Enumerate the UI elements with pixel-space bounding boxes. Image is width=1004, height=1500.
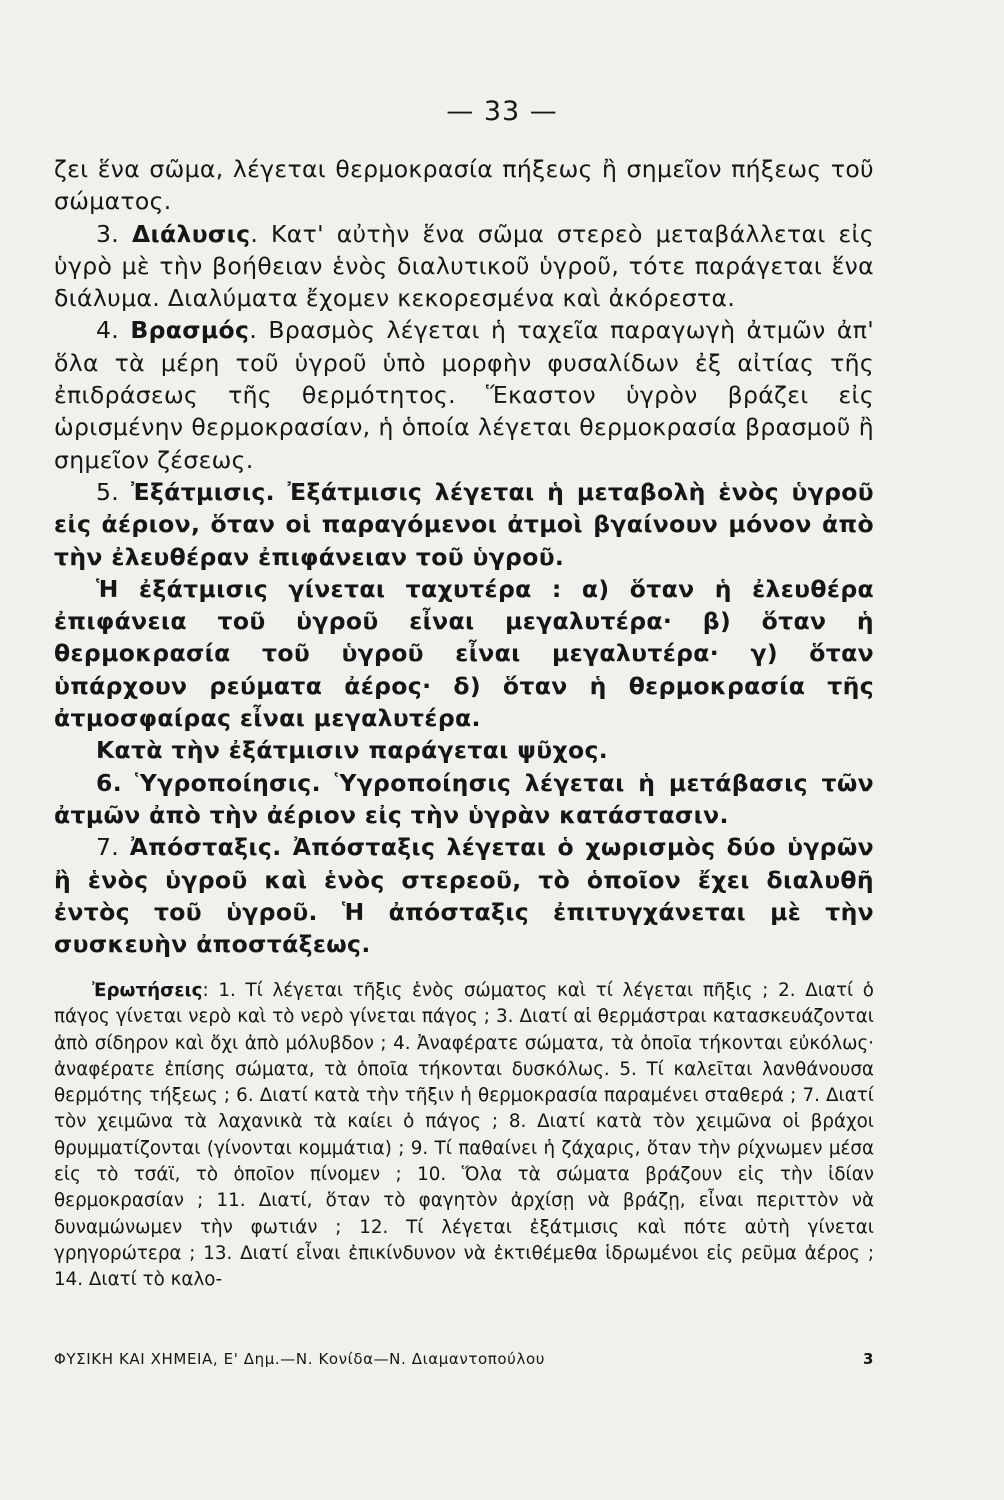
footer-signature: 3 (862, 1350, 874, 1368)
page-footer (54, 1350, 874, 1368)
section-heading-evaporation: Ἐξάτμισις (131, 477, 266, 506)
section-3-paragraph (54, 218, 874, 315)
section-7-paragraph (54, 831, 874, 960)
section-text: . Ὑγροποίησις λέγεται ἡ μετάβασις τῶν ἀτμῶν ἀπὸ τὴν ἀέριον εἰς τὴν ὑγρὰν κατάστασιν. (54, 768, 874, 829)
section-heading-boiling: Βρασμός (130, 316, 250, 345)
evaporation-conditions-paragraph: Ἡ ἐξάτμισις γίνεται ταχυτέρα : α) ὅταν ἡ ἐλευθέρα ἐπιφάνεια τοῦ ὑγροῦ εἶναι μεγαλυτέρα· β) ὅταν ἡ θερμοκρασία τοῦ ὑγροῦ εἶναι μεγαλυτέρα· γ) ὅταν ὑπάρχουν ρεύματα ἀέρος· δ) ὅταν ἡ θερμοκρασία τῆς ἀτμοσφαίρας εἶναι μεγαλυτέρα. (54, 574, 874, 733)
section-5-paragraph (54, 476, 874, 573)
section-heading-distillation: Ἀπόσταξις (129, 833, 273, 862)
section-text: . Κατ' αὐτὴν ἕνα σῶμα στερεὸ μεταβάλλεται εἰς ὑγρὸ μὲ τὴν βοήθειαν ἑνὸς διαλυτικοῦ ὑγροῦ, τότε παράγεται ἕνα διάλυμα. Διαλύματα ἔχομεν κεκορεσμένα καὶ ἀκόρεστα. (54, 219, 874, 313)
section-heading-condensation: Ὑγροποίησις (134, 768, 312, 797)
questions-paragraph (54, 978, 874, 1294)
cold-paragraph: Κατὰ τὴν ἐξάτμισιν παράγεται ψῦχος. (96, 736, 609, 765)
section-text: . Ἐξάτμισις λέγεται ἡ μεταβολὴ ἑνὸς ὑγροῦ εἰς ἀέριον, ὅταν οἱ παραγόμενοι ἀτμοὶ βγαίνουν μόνον ἀπὸ τὴν ἐλευθέραν ἐπιφάνειαν τοῦ ὑγροῦ. (54, 477, 874, 571)
page-number: — 33 — (446, 96, 558, 127)
questions-label: Ἐρωτήσεις (92, 980, 203, 1001)
section-heading-dialysis: Διάλυσις (131, 219, 251, 248)
intro-paragraph: ζει ἕνα σῶμα, λέγεται θερμοκρασία πήξεως ἢ σημεῖον πήξεως τοῦ σώματος. (54, 155, 874, 216)
questions-text: : 1. Τί λέγεται τῆξις ἑνὸς σώματος καὶ τί λέγεται πῆξις ; 2. Διατί ὁ πάγος γίνεται νερὸ καὶ τὸ νερὸ γίνεται πάγος ; 3. Διατί αἱ θερμάστραι κατασκευάζονται ἀπὸ σίδηρον καὶ ὄχι ἀπὸ μόλυβδον ; 4. Ἀναφέρατε σώματα, τὰ ὁποῖα τήκονται εὐκόλως· ἀναφέρατε ἐπίσης σώματα, τὰ ὁποῖα τήκονται δυσκόλως. 5. Τί καλεῖται λανθάνουσα θερμότης τήξεως ; 6. Διατί κατὰ τὴν τῆξιν ἡ θερμοκρασία παραμένει σταθερά ; 7. Διατί τὸν χειμῶνα τὰ λαχανικὰ τὰ καίει ὁ πάγος ; 8. Διατί κατὰ τὸν χειμῶνα οἱ βράχοι θρυμματίζονται (γίνονται κομμάτια) ; 9. Τί παθαίνει ἡ ζάχαρις, ὅταν τὴν ρίχνωμεν μέσα εἰς τὸ τσάϊ, τὸ ὁποῖον πίνομεν ; 10. Ὅλα τὰ σώματα βράζουν εἰς τὴν ἰδίαν θερμοκρασίαν ; 11. Διατί, ὅταν τὸ φαγητὸν ἀρχίσῃ νὰ βράζῃ, εἶναι περιττὸν νὰ δυναμώνωμεν τὴν φωτιάν ; 12. Τί λέγεται ἐξάτμισις καὶ πότε αὐτὴ γίνεται γρηγορώτερα ; 13. Διατί εἶναι ἐπικίνδυνον νὰ ἐκτιθέμεθα ἱδρωμένοι εἰς ρεῦμα ἀέρος ; 14. Διατί τὸ καλο- (54, 980, 874, 1291)
section-6-paragraph (54, 767, 874, 832)
body-text (54, 153, 874, 960)
section-text: . Ἀπόσταξις λέγεται ὁ χωρισμὸς δύο ὑγρῶν ἢ ἑνὸς ὑγροῦ καὶ ἑνὸς στερεοῦ, τὸ ὁποῖον ἔχει διαλυθῆ ἐντὸς τοῦ ὑγροῦ. Ἡ ἀπόσταξις ἐπιτυγχάνεται μὲ τὴν συσκευὴν ἀποστάξεως. (54, 833, 874, 959)
section-number: 4. (96, 316, 120, 345)
section-number: 7. (96, 833, 120, 862)
section-4-paragraph (54, 314, 874, 475)
section-text: . Βρασμὸς λέγεται ἡ ταχεῖα παραγωγὴ ἀτμῶν ἀπ' ὅλα τὰ μέρη τοῦ ὑγροῦ ὑπὸ μορφὴν φυσαλίδων ἐξ αἰτίας τῆς ἐπιδράσεως τῆς θερμότητος. Ἕκαστον ὑγρὸν βράζει εἰς ὡρισμένην θερμοκρασίαν, ἡ ὁποία λέγεται θερμοκρασία βρασμοῦ ἢ σημεῖον ζέσεως. (54, 316, 874, 474)
footer-book-title: ΦΥΣΙΚΗ ΚΑΙ ΧΗΜΕΙΑ, Ε' Δημ.—Ν. Κονίδα—Ν. Διαμαντοπούλου (54, 1350, 545, 1368)
questions-block (54, 978, 874, 1294)
section-number: 6. (96, 768, 122, 797)
section-number: 3. (96, 219, 120, 248)
section-number: 5. (96, 477, 120, 506)
